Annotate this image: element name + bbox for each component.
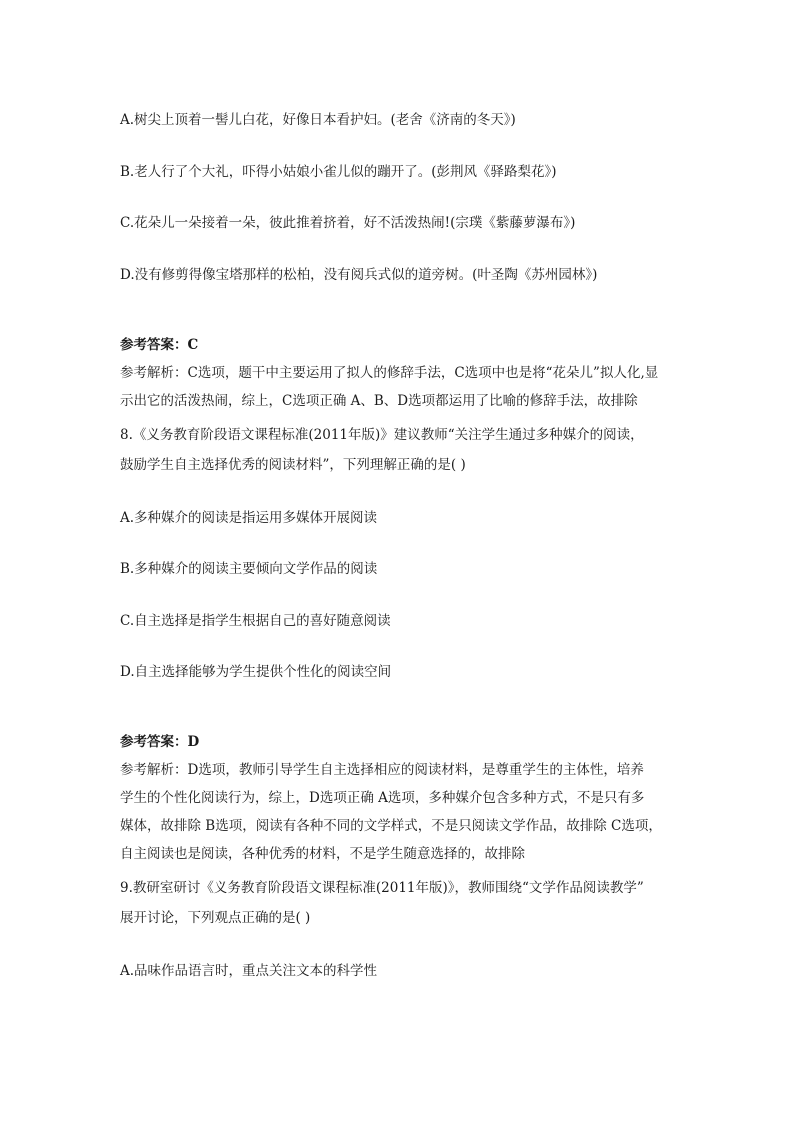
- q8-answer-label: 参考答案：D: [120, 734, 200, 750]
- q8-analysis-line: 自主阅读也是阅读，各种优秀的材料，不是学生随意选择的，故排除: [120, 846, 525, 862]
- q8-option-b: B.多种媒介的阅读主要倾向文学作品的阅读: [120, 561, 378, 577]
- q7-analysis-line: 参考解析：C选项，题干中主要运用了拟人的修辞手法，C选项中也是将“花朵儿”拟人化,显: [120, 365, 659, 381]
- q7-option-c: C.花朵儿一朵接着一朵，彼此推着挤着，好不活泼热闹!(宗璞《紫藤萝瀑布》): [120, 215, 576, 231]
- q9-stem-line: 9.教研室研讨《义务教育阶段语文课程标准(2011年版)》，教师围绕“文学作品阅读教学”: [120, 880, 644, 896]
- q7-option-d: D.没有修剪得像宝塔那样的松柏，没有阅兵式似的道旁树。(叶圣陶《苏州园林》): [120, 267, 598, 283]
- q9-stem-line: 展开讨论，下列观点正确的是( ): [120, 910, 311, 926]
- q9-option-a: A.品味作品语言时，重点关注文本的科学性: [120, 963, 378, 979]
- q8-stem-line: 鼓励学生自主选择优秀的阅读材料”，下列理解正确的是( ): [120, 457, 466, 473]
- q8-analysis-line: 媒体，故排除 B选项，阅读有各种不同的文学样式，不是只阅读文学作品，故排除 C选项，: [120, 818, 662, 834]
- q8-analysis-line: 参考解析：D选项，教师引导学生自主选择相应的阅读材料，是尊重学生的主体性，培养: [120, 762, 644, 778]
- q8-analysis-line: 学生的个性化阅读行为，综上，D选项正确 A选项，多种媒介包含多种方式，不是只有多: [120, 790, 645, 806]
- q7-analysis-line: 示出它的活泼热闹，综上，C选项正确 A、B、D选项都运用了比喻的修辞手法，故排除: [120, 393, 638, 409]
- q8-option-c: C.自主选择是指学生根据自己的喜好随意阅读: [120, 613, 391, 629]
- q8-option-d: D.自主选择能够为学生提供个性化的阅读空间: [120, 664, 392, 680]
- q8-stem-line: 8.《义务教育阶段语文课程标准(2011年版)》建议教师“关注学生通过多种媒介的阅读，: [120, 427, 644, 443]
- q7-option-a: A.树尖上顶着一髻儿白花，好像日本看护妇。(老舍《济南的冬天》): [120, 112, 516, 128]
- q7-answer-label: 参考答案：C: [120, 337, 199, 353]
- q7-option-b: B.老人行了个大礼，吓得小姑娘小雀儿似的蹦开了。(彭荆风《驿路梨花》): [120, 164, 557, 180]
- q8-option-a: A.多种媒介的阅读是指运用多媒体开展阅读: [120, 510, 378, 526]
